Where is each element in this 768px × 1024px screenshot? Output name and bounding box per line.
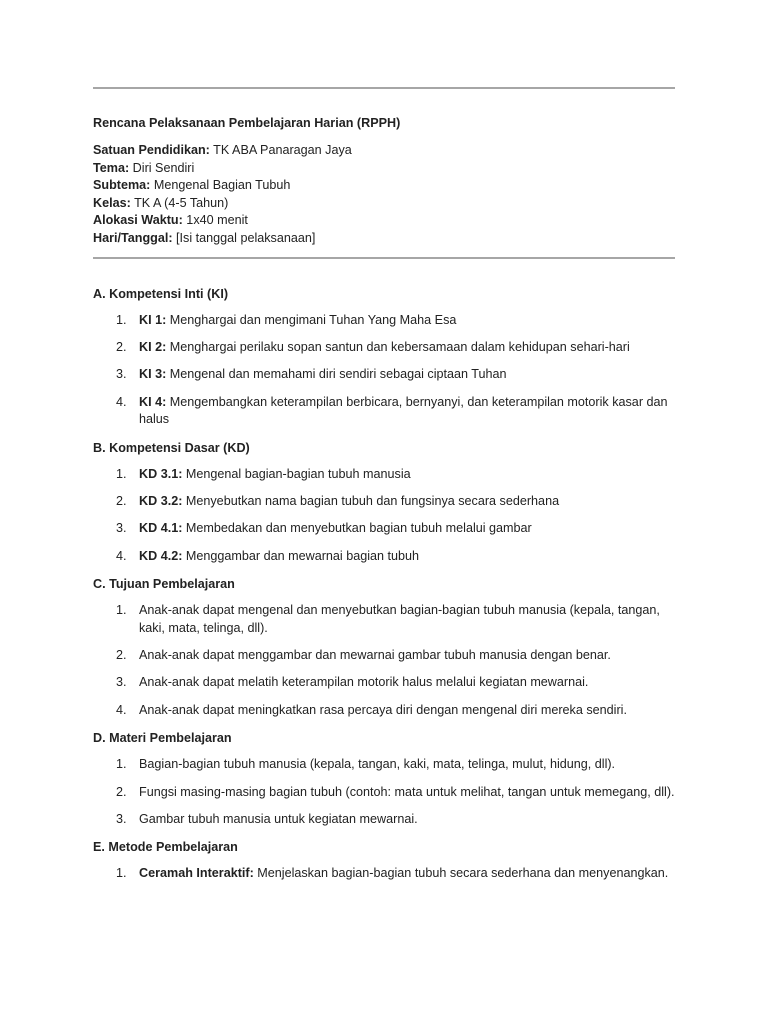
- item-text: Fungsi masing-masing bagian tubuh (contoh: mata untuk melihat, tangan untuk memegang, dll).: [139, 784, 675, 799]
- meta-value: [Isi tanggal pelaksanaan]: [172, 230, 316, 245]
- meta-subtema: [93, 177, 675, 195]
- item-text: Membedakan dan menyebutkan bagian tubuh melalui gambar: [182, 521, 532, 536]
- section-heading-materi: D. Materi Pembelajaran: [93, 731, 232, 746]
- document-meta: [93, 142, 675, 248]
- item-text: Mengenal bagian-bagian tubuh manusia: [182, 466, 411, 481]
- meta-label: Hari/Tanggal:: [93, 230, 173, 245]
- section-list-ki: [93, 312, 675, 429]
- meta-label: Tema:: [93, 160, 130, 175]
- list-number: 2.: [116, 784, 127, 799]
- meta-satuan-pendidikan: [93, 142, 675, 160]
- list-item: [93, 366, 675, 383]
- section-list-materi: [93, 756, 675, 828]
- item-text: Anak-anak dapat meningkatkan rasa percaya diri dengan mengenal diri mereka sendiri.: [139, 702, 627, 717]
- document-page: [93, 0, 675, 893]
- item-text: Anak-anak dapat melatih keterampilan motorik halus melalui kegiatan mewarnai.: [139, 675, 589, 690]
- list-item: [93, 493, 675, 510]
- section-heading-metode: E. Metode Pembelajaran: [93, 840, 238, 855]
- item-label: KD 4.1:: [139, 521, 183, 536]
- item-text: Menghargai perilaku sopan santun dan kebersamaan dalam kehidupan sehari-hari: [166, 339, 630, 354]
- list-item: [93, 312, 675, 329]
- list-number: 3.: [116, 812, 127, 827]
- list-item: [93, 466, 675, 483]
- list-item: [93, 865, 675, 882]
- list-item: [93, 602, 675, 637]
- item-label: KD 3.1:: [139, 466, 183, 481]
- list-item: [93, 339, 675, 356]
- list-item: [93, 520, 675, 537]
- meta-label: Alokasi Waktu:: [93, 213, 183, 228]
- list-number: 1.: [116, 757, 127, 772]
- list-number: 2.: [116, 494, 127, 508]
- item-text: Mengenal dan memahami diri sendiri sebagai ciptaan Tuhan: [166, 367, 507, 382]
- list-item: [93, 756, 675, 773]
- meta-kelas: [93, 195, 675, 213]
- item-text: Menyebutkan nama bagian tubuh dan fungsinya secara sederhana: [182, 494, 560, 508]
- meta-divider: [93, 257, 675, 259]
- list-number: 4.: [116, 548, 127, 563]
- item-text: Menjelaskan bagian-bagian tubuh secara sederhana dan menyenangkan.: [253, 866, 669, 881]
- list-number: 3.: [116, 675, 127, 690]
- item-text: Menghargai dan mengimani Tuhan Yang Maha Esa: [166, 312, 457, 327]
- meta-alokasi-waktu: [93, 212, 675, 230]
- item-label: KI 3:: [139, 367, 167, 382]
- item-label: KI 4:: [139, 394, 167, 409]
- list-number: 1.: [116, 866, 127, 881]
- meta-value: TK A (4-5 Tahun): [130, 195, 229, 210]
- meta-value: TK ABA Panaragan Jaya: [209, 143, 352, 157]
- meta-value: 1x40 menit: [182, 213, 248, 228]
- list-item: [93, 548, 675, 565]
- item-label: KD 3.2:: [139, 494, 183, 508]
- list-number: 4.: [116, 702, 127, 717]
- list-number: 3.: [116, 521, 127, 536]
- list-number: 2.: [116, 339, 127, 354]
- item-text: Anak-anak dapat mengenal dan menyebutkan bagian-bagian tubuh manusia (kepala, tangan, kaki, mata, telinga, dll).: [139, 603, 660, 635]
- list-item: [93, 647, 675, 664]
- item-label: Ceramah Interaktif:: [139, 866, 254, 881]
- section-heading-ki: A. Kompetensi Inti (KI): [93, 286, 229, 301]
- meta-tema: [93, 160, 675, 178]
- list-item: [93, 702, 675, 719]
- item-text: Bagian-bagian tubuh manusia (kepala, tangan, kaki, mata, telinga, mulut, hidung, dll).: [139, 757, 616, 772]
- item-label: KD 4.2:: [139, 548, 183, 563]
- list-item: [93, 811, 675, 828]
- item-text: Menggambar dan mewarnai bagian tubuh: [182, 548, 420, 563]
- meta-label: Subtema:: [93, 178, 151, 193]
- top-divider: [93, 87, 675, 89]
- item-text: Mengembangkan keterampilan berbicara, bernyanyi, dan keterampilan motorik kasar dan halus: [139, 394, 668, 427]
- meta-label: Satuan Pendidikan:: [93, 143, 210, 157]
- list-number: 1.: [116, 466, 127, 481]
- document-title: Rencana Pelaksanaan Pembelajaran Harian (RPPH): [93, 116, 401, 130]
- list-number: 4.: [116, 394, 127, 409]
- list-item: [93, 784, 675, 801]
- section-list-kd: [93, 466, 675, 566]
- list-item: [93, 394, 675, 429]
- list-number: 1.: [116, 603, 127, 618]
- meta-hari-tanggal: [93, 230, 675, 248]
- meta-label: Kelas:: [93, 195, 131, 210]
- list-number: 1.: [116, 312, 127, 327]
- item-label: KI 2:: [139, 339, 167, 354]
- meta-value: Mengenal Bagian Tubuh: [150, 178, 291, 193]
- section-heading-kd: B. Kompetensi Dasar (KD): [93, 440, 250, 455]
- item-label: KI 1:: [139, 312, 167, 327]
- meta-value: Diri Sendiri: [129, 160, 195, 175]
- section-list-tujuan: [93, 602, 675, 719]
- item-text: Anak-anak dapat menggambar dan mewarnai gambar tubuh manusia dengan benar.: [139, 648, 611, 663]
- list-item: [93, 674, 675, 691]
- list-number: 2.: [116, 648, 127, 663]
- list-number: 3.: [116, 367, 127, 382]
- section-list-metode: [93, 865, 675, 882]
- item-text: Gambar tubuh manusia untuk kegiatan mewarnai.: [139, 812, 418, 827]
- section-heading-tujuan: C. Tujuan Pembelajaran: [93, 577, 235, 592]
